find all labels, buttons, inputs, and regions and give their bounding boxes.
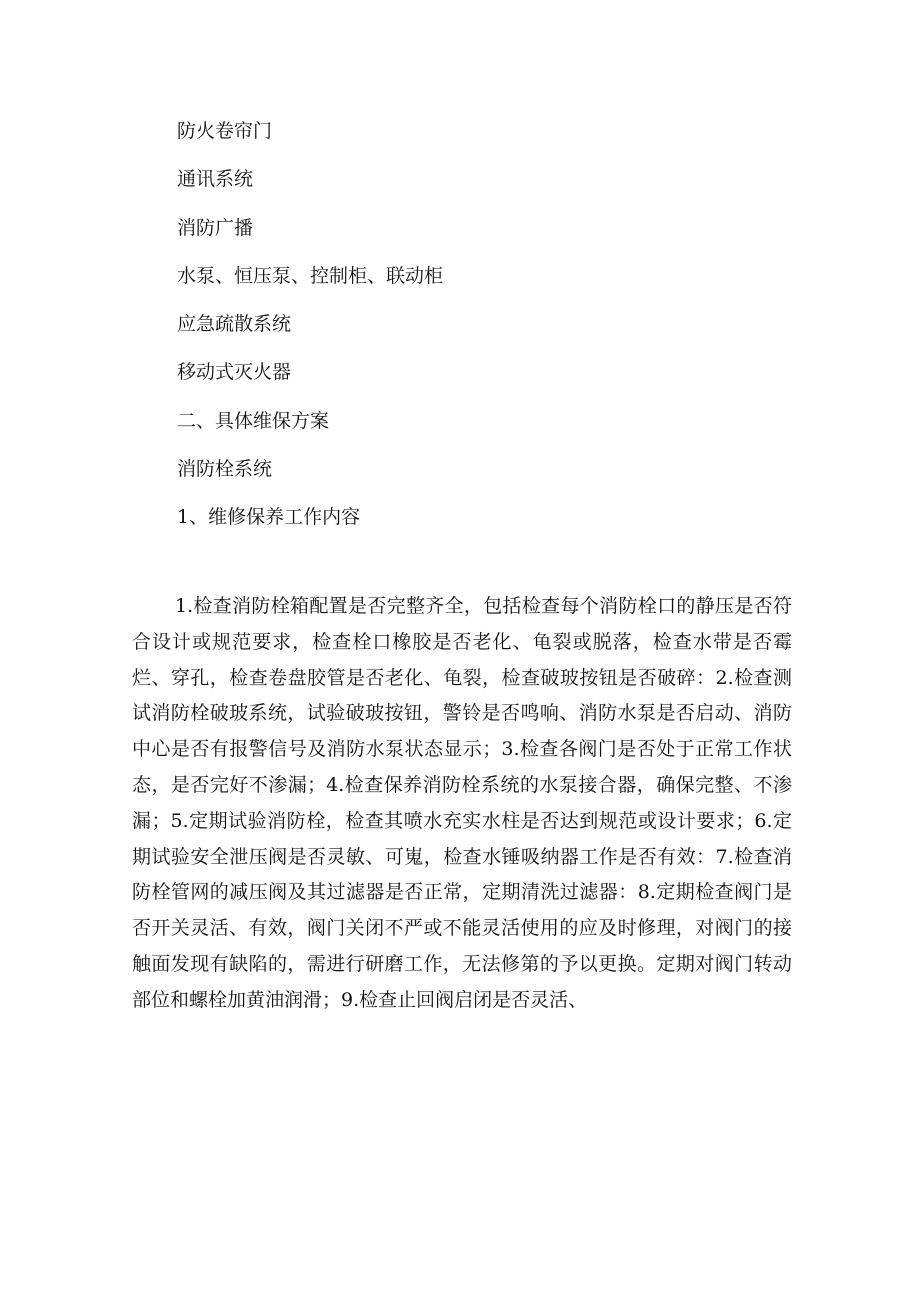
- list-item: 防火卷帘门: [177, 120, 273, 142]
- list-item: 水泵、恒压泵、控制柜、联动柜: [177, 264, 444, 287]
- list-item: 应急疏散系统: [177, 313, 292, 336]
- section-list: [177, 119, 443, 554]
- list-item: 通讯系统: [177, 168, 254, 191]
- subsection-heading: 消防栓系统: [177, 458, 273, 481]
- body-paragraph: 1.检查消防栓箱配置是否完整齐全，包括检查每个消防栓口的静压是否符合设计或规范要求，检查栓口橡胶是否老化、龟裂或脱落，检查水带是否霉烂、穿孔，检查卷盘胶管是否老化、龟裂，检查破玻按钮是否破碎：2.检查测试消防栓破玻系统，试验破玻按钮，警铃是否鸣响、消防水泵是否启动、消防中心是否有报警信号及消防水泵状态显示；3.检查各阀门是否处于正常工作状态，是否完好不渗漏；4.检查保养消防栓系统的水泵接合器，确保完整、不渗漏；5.定期试验消防栓，检查其喷水充实水柱是否达到规范或设计要求；6.定期试验安全泄压阀是否灵敏、可嵬，检查水锤吸纳器工作是否有效：7.检查消防栓管网的减压阀及其过滤器是否正常，定期清洗过滤器：8.定期检查阀门是否开关灵活、有效，阀门关闭不严或不能灵活使用的应及时修理，对阀门的接触面发现有缺陷的，需进行研磨工作，无法修第的予以更换。定期对阀门转动部位和螺栓加黄油润滑；9.检查止回阀启闭是否灵活、: [132, 595, 792, 1011]
- section-heading: 二、具体维保方案: [177, 409, 330, 432]
- list-item: 消防广播: [177, 216, 254, 239]
- subsubsection-heading: 1、维修保养工作内容: [177, 506, 361, 529]
- list-item: 移动式灭火器: [177, 361, 292, 384]
